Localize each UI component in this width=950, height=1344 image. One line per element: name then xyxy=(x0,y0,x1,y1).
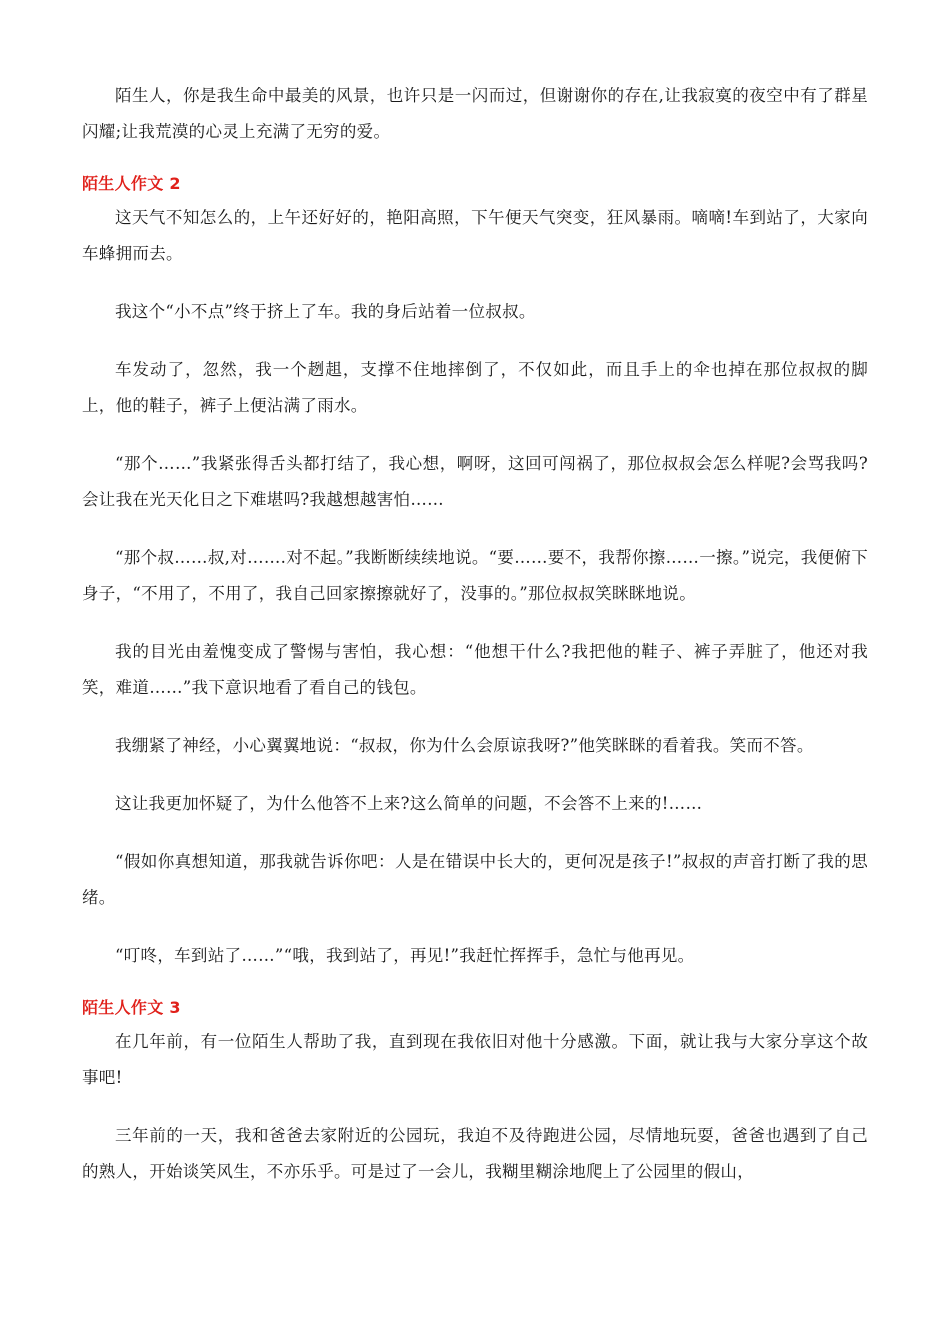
paragraph: “假如你真想知道，那我就告诉你吧：人是在错误中长大的，更何况是孩子!”叔叔的声音打断了我的思绪。 xyxy=(82,852,868,907)
paragraph: 车发动了，忽然，我一个趔趄，支撑不住地摔倒了，不仅如此，而且手上的伞也掉在那位叔叔的脚上，他的鞋子，裤子上便沾满了雨水。 xyxy=(82,360,868,415)
paragraph: 这让我更加怀疑了，为什么他答不上来?这么简单的问题，不会答不上来的!…… xyxy=(115,794,703,813)
paragraph: “叮咚，车到站了……”“哦，我到站了，再见!”我赶忙挥挥手，急忙与他再见。 xyxy=(115,946,695,965)
paragraph: 我这个“小不点”终于挤上了车。我的身后站着一位叔叔。 xyxy=(115,302,536,321)
section-heading: 陌生人作文 2 xyxy=(82,174,181,193)
section-heading: 陌生人作文 3 xyxy=(82,998,181,1017)
paragraph: 三年前的一天，我和爸爸去家附近的公园玩，我迫不及待跑进公园，尽情地玩耍，爸爸也遇到了自己的熟人，开始谈笑风生，不亦乐乎。可是过了一会儿，我糊里糊涂地爬上了公园里的假山， xyxy=(82,1126,868,1181)
paragraph: “那个叔……叔,对…….对不起。”我断断续续地说。“要……要不，我帮你擦……一擦。”说完，我便俯下身子，“不用了，不用了，我自己回家擦擦就好了，没事的。”那位叔叔笑眯眯地说。 xyxy=(82,548,868,603)
paragraph: 在几年前，有一位陌生人帮助了我，直到现在我依旧对他十分感激。下面，就让我与大家分享这个故事吧! xyxy=(82,1032,868,1087)
paragraph: 我的目光由羞愧变成了警惕与害怕，我心想：“他想干什么?我把他的鞋子、裤子弄脏了，他还对我笑，难道……”我下意识地看了看自己的钱包。 xyxy=(82,642,868,697)
paragraph: 这天气不知怎么的，上午还好好的，艳阳高照，下午便天气突变，狂风暴雨。嘀嘀!车到站了，大家向车蜂拥而去。 xyxy=(82,208,868,263)
paragraph: 陌生人，你是我生命中最美的风景，也许只是一闪而过，但谢谢你的存在,让我寂寞的夜空中有了群星闪耀;让我荒漠的心灵上充满了无穷的爱。 xyxy=(82,86,868,141)
paragraph: “那个……”我紧张得舌头都打结了，我心想，啊呀，这回可闯祸了，那位叔叔会怎么样呢?会骂我吗?会让我在光天化日之下难堪吗?我越想越害怕…… xyxy=(82,454,868,509)
paragraph: 我绷紧了神经，小心翼翼地说：“叔叔，你为什么会原谅我呀?”他笑眯眯的看着我。笑而不答。 xyxy=(115,736,814,755)
document-page xyxy=(82,78,868,1212)
